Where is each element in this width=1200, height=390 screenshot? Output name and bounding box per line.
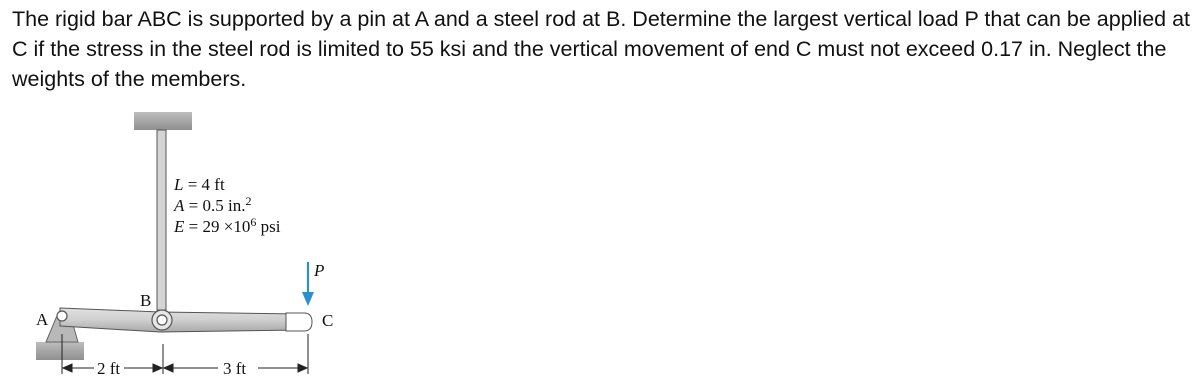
label-p: P xyxy=(314,261,325,280)
rod-area-label: A = 0.5 in.$^2$ xyxy=(174,194,252,215)
pin-a xyxy=(57,311,67,321)
pin-b xyxy=(157,315,167,325)
rod-modulus-label: $E = 29 \times 10^6$ psi xyxy=(174,215,281,236)
ground-block xyxy=(36,342,84,360)
ceiling-support xyxy=(134,112,192,130)
rigid-bar xyxy=(60,308,302,332)
bar-end-clevis xyxy=(286,313,312,331)
load-arrow xyxy=(302,262,314,306)
problem-statement: The rigid bar ABC is supported by a pin at A and a steel rod at B. Determine the largest vertical load P that can be applied at C if the stress in the steel rod is limited to 55 ksi and the vertical movement of end C must not exceed 0.17 in. Neglect the weights of the members. xyxy=(12,7,1191,91)
dimension-left: 2 ft xyxy=(97,359,121,378)
dimension-right: 3 ft xyxy=(223,359,247,378)
label-b: B xyxy=(140,291,152,310)
steel-rod xyxy=(157,130,166,310)
rod-length-label: L = 4 ft xyxy=(174,175,225,194)
label-a: A xyxy=(36,310,49,329)
label-c: C xyxy=(322,311,334,330)
